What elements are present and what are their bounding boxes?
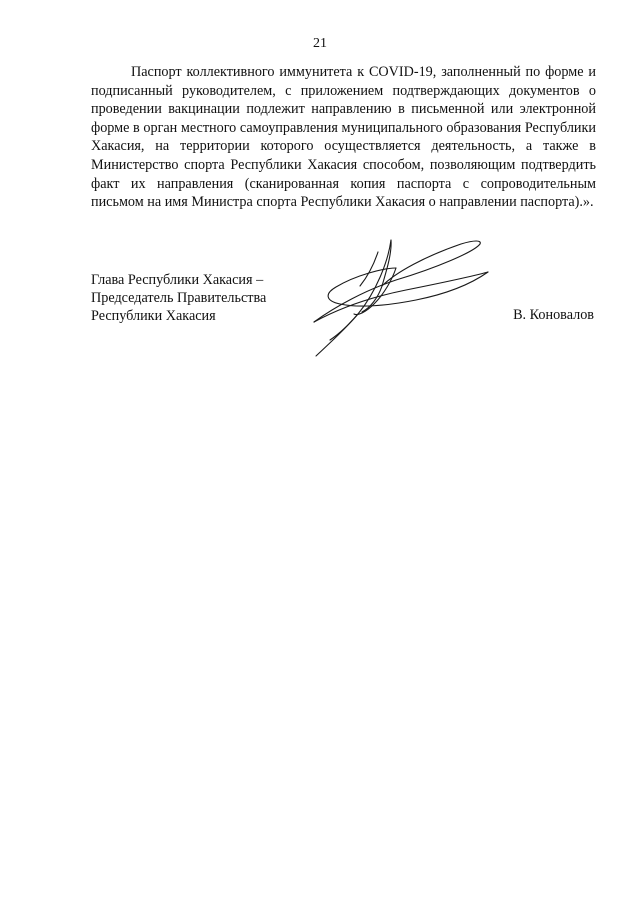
signatory-position-line: Глава Республики Хакасия – [91,272,264,288]
body-paragraph: Паспорт коллективного иммунитета к COVID-19, заполненный по форме и подписанный руководителем, с приложением подтверждающих документов о проведении вакцинации подлежит направлению в письменной или электронной форме в орган местного самоуправления муниципального образования Республики Хакасия, на территории которого осуществляется деятельность, а также в Министерство спорта Республики Хакасия способом, позволяющим подтвердить факт их направления (сканированная копия паспорта с сопроводительным письмом на имя Министра спорта Республики Хакасия о направлении паспорта).». [91,64,596,211]
signatory-position [91,271,321,325]
signatory-position-line: Председатель Правительства [91,290,267,306]
handwritten-signature [296,232,506,362]
signatory-name: В. Коновалов [513,307,594,323]
page-number: 21 [313,36,327,51]
signatory-position-line: Республики Хакасия [91,308,216,324]
